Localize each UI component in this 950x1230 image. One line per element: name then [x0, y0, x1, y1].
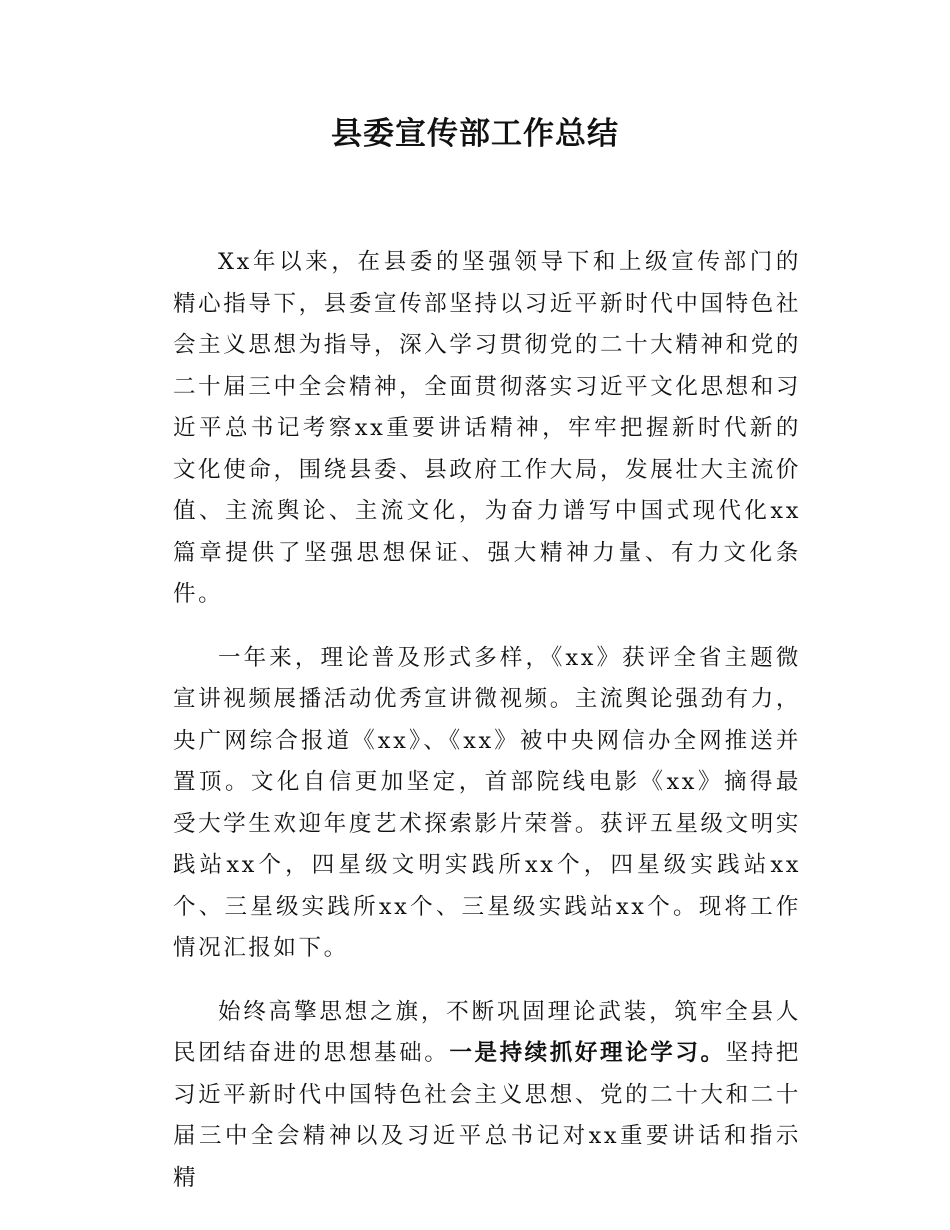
paragraph-lead-text: 始终高擎思想之旗，不断巩固理论武装，筑牢全县人民团结奋进的思想基础。 — [173, 998, 801, 1066]
document-body — [173, 242, 801, 1221]
emphasis-heading: 一是持续抓好理论学习。 — [449, 1040, 726, 1066]
paragraph-rest-text: 坚持把习近平新时代中国特色社会主义思想、党的二十大和二十届三中全会精神以及习近平总书记对xx重要讲话和指示精 — [173, 1040, 801, 1191]
paragraph-theory — [173, 992, 801, 1200]
paragraph-intro: Xx年以来，在县委的坚强领导下和上级宣传部门的精心指导下，县委宣传部坚持以习近平新时代中国特色社会主义思想为指导，深入学习贯彻党的二十大精神和党的二十届三中全会精神，全面贯彻落实习近平文化思想和习近平总书记考察xx重要讲话精神，牢牢把握新时代新的文化使命，围绕县委、县政府工作大局，发展壮大主流价值、主流舆论、主流文化，为奋力谱写中国式现代化xx篇章提供了坚强思想保证、强大精神力量、有力文化条件。 — [173, 249, 801, 607]
document-title: 县委宣传部工作总结 — [331, 116, 619, 152]
paragraph-achievements: 一年来，理论普及形式多样，《xx》获评全省主题微宣讲视频展播活动优秀宣讲微视频。主流舆论强劲有力，央广网综合报道《xx》、《xx》被中央网信办全网推送并置顶。文化自信更加坚定，首部院线电影《xx》摘得最受大学生欢迎年度艺术探索影片荣誉。获评五星级文明实践站xx个，四星级文明实践所xx个，四星级实践站xx个、三星级实践所xx个、三星级实践站xx个。现将工作情况汇报如下。 — [173, 644, 801, 961]
